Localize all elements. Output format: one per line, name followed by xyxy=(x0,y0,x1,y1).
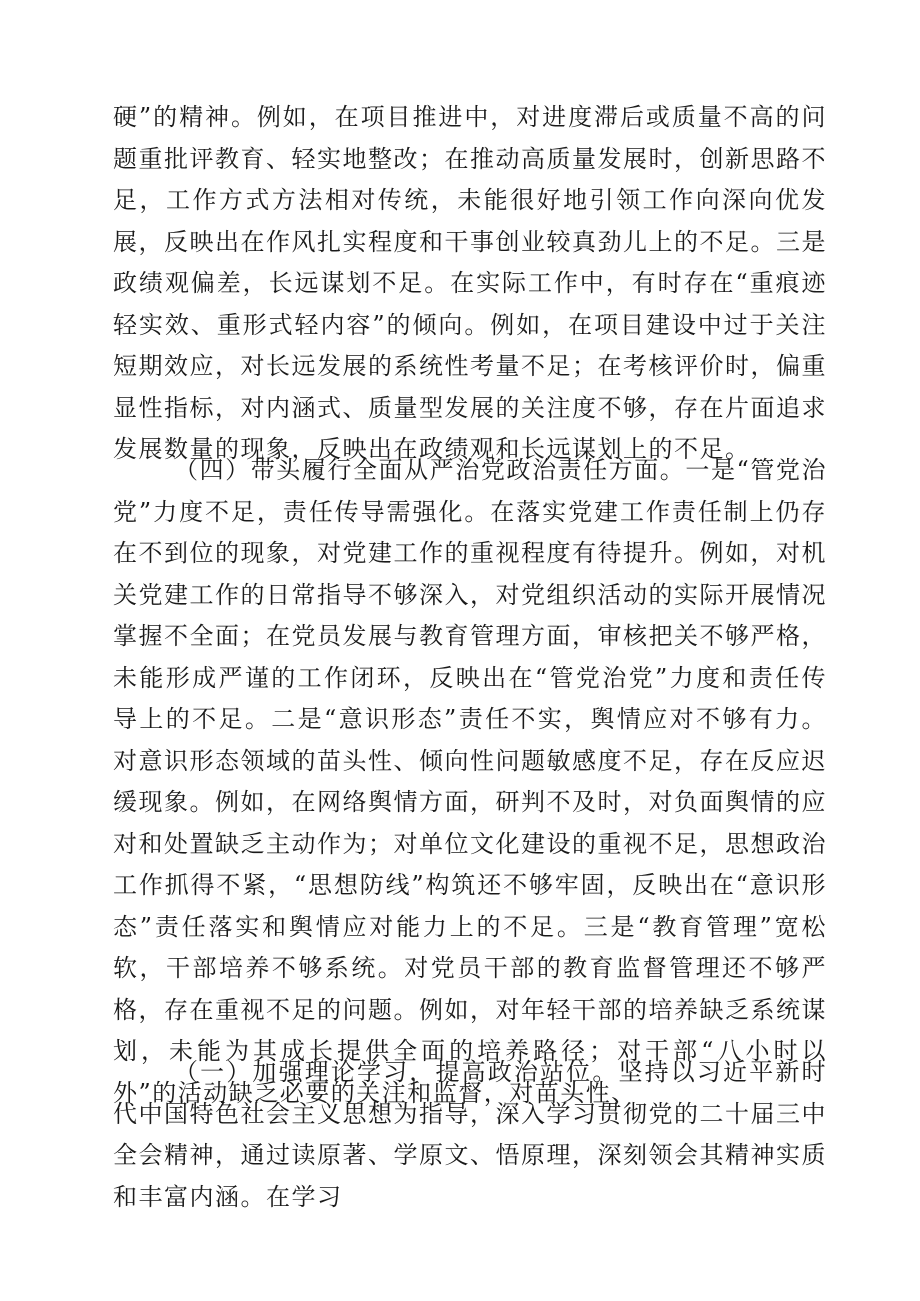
paragraph-measure-one: （一）加强理论学习，提高政治站位。坚持以习近平新时代中国特色社会主义思想为指导，深入学习贯彻党的二十届三中全会精神，通过读原著、学原文、悟原理，深刻领会其精神实质和丰富内涵。在学习 xyxy=(113,1058,827,1211)
paragraph-continuation: 硬”的精神。例如，在项目推进中，对进度滞后或质量不高的问题重批评教育、轻实地整改；在推动高质量发展时，创新思路不足，工作方式方法相对传统，未能很好地引领工作向深向优发展，反映出在作风扎实程度和干事创业较真劲儿上的不足。三是政绩观偏差，长远谋划不足。在实际工作中，有时存在“重痕迹轻实效、重形式轻内容”的倾向。例如，在项目建设中过于关注短期效应，对长远发展的系统性考量不足；在考核评价时，偏重显性指标，对内涵式、质量型发展的关注度不够，存在片面追求发展数量的现象，反映出在政绩观和长远谋划上的不足。 xyxy=(113,103,827,463)
paragraph-section-four: （四）带头履行全面从严治党政治责任方面。一是“管党治党”力度不足，责任传导需强化。在落实党建工作责任制上仍存在不到位的现象，对党建工作的重视程度有待提升。例如，对机关党建工作的日常指导不够深入，对党组织活动的实际开展情况掌握不全面；在党员发展与教育管理方面，审核把关不够严格，未能形成严谨的工作闭环，反映出在“管党治党”力度和责任传导上的不足。二是“意识形态”责任不实，舆情应对不够有力。对意识形态领域的苗头性、倾向性问题敏感度不足，存在反应迟缓现象。例如，在网络舆情方面，研判不及时，对负面舆情的应对和处置缺乏主动作为；对单位文化建设的重视不足，思想政治工作抓得不紧，“思想防线”构筑还不够牢固，反映出在“意识形态”责任落实和舆情应对能力上的不足。三是“教育管理”宽松软，干部培养不够系统。对党员干部的教育监督管理还不够严格，存在重视不足的问题。例如，对年轻干部的培养缺乏系统谋划，未能为其成长提供全面的培养路径；对干部“八小时以外”的活动缺乏必要的关注和监督，对苗头性、 xyxy=(113,456,827,1107)
